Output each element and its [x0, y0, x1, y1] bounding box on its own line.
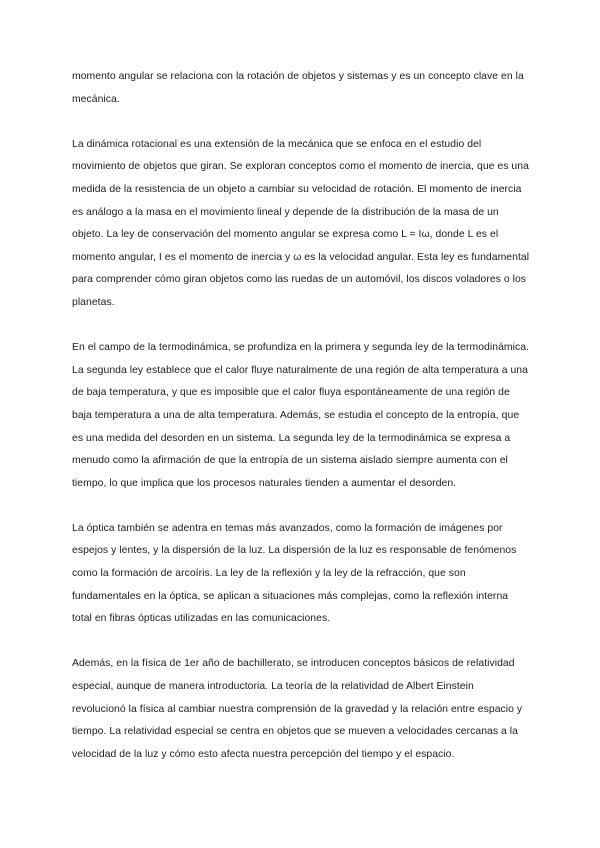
paragraph-optics: La óptica también se adentra en temas más avanzados, como la formación de imágenes por espejos y lentes, y la dispersión de la luz. La dispersión de la luz es responsable de fenómenos como la formación de arcoíris. La ley de la reflexión y la ley de la refracción, que son fundamentales en la óptica, se aplican a situaciones más complejas, como la reflexión interna total en fibras ópticas utilizadas en las comunicaciones. — [72, 522, 517, 625]
paragraph-rotational-dynamics: La dinámica rotacional es una extensión de la mecánica que se enfoca en el estudio del movimiento de objetos que giran. Se exploran conceptos como el momento de inercia, que es una medida de la resistencia de un objeto a cambiar su velocidad de rotación. El momento de inercia es análogo a la masa en el movimiento lineal y depende de la distribución de la masa de un objeto. La ley de conservación del momento angular se expresa como L = Iω, donde L es el momento angular, I es el momento de inercia y ω es la velocidad angular. Esta ley es fundamental para comprender cómo giran objetos como las ruedas de un automóvil, los discos voladores o los planetas. — [72, 138, 530, 308]
paragraph-angular-momentum: momento angular se relaciona con la rotación de objetos y sistemas y es un concepto clave en la mecánica. — [72, 71, 524, 105]
document-body — [72, 66, 530, 789]
paragraph-relativity: Además, en la física de 1er año de bachillerato, se introducen conceptos básicos de relatividad especial, aunque de manera introductoria. La teoría de la relatividad de Albert Einstein revolucionó la física al cambiar nuestra comprensión de la gravedad y la relación entre espacio y tiempo. La relatividad especial se centra en objetos que se mueven a velocidades cercanas a la velocidad de la luz y cómo esto afecta nuestra percepción del tiempo y el espacio. — [72, 658, 523, 760]
paragraph-thermodynamics: En el campo de la termodinámica, se profundiza en la primera y segunda ley de la termodinámica. La segunda ley establece que el calor fluye naturalmente de una región de alta temperatura a una de baja temperatura, y que es imposible que el calor fluya espontáneamente de una región de baja temperatura a una de alta temperatura. Además, se estudia el concepto de la entropía, que es una medida del desorden en un sistema. La segunda ley de la termodinámica se expresa a menudo como la afirmación de que la entropía de un sistema aislado siempre aumenta con el tiempo, lo que implica que los procesos naturales tienden a aumentar el desorden. — [72, 342, 529, 489]
